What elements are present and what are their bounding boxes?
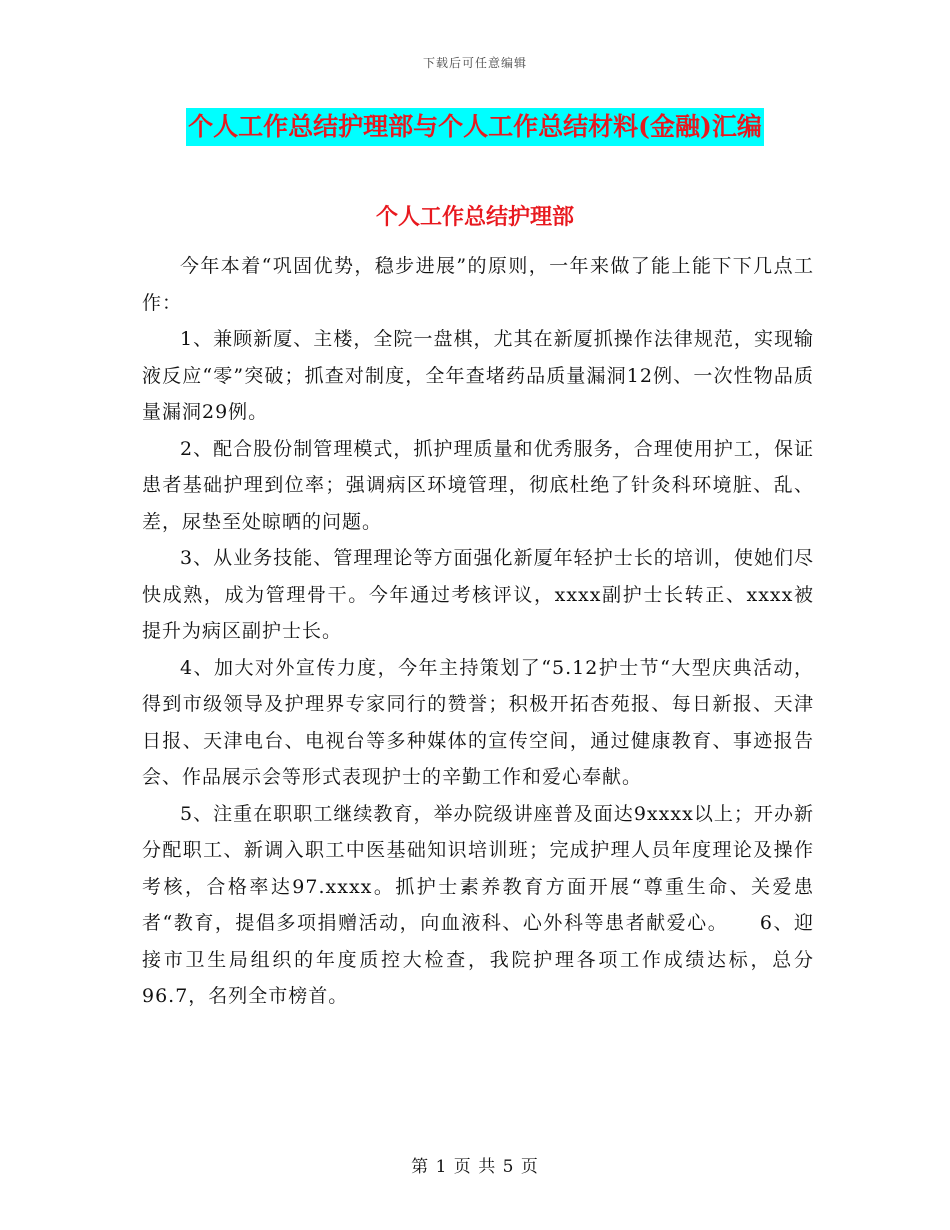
paragraph-item-1: 1、兼顾新厦、主楼，全院一盘棋，尤其在新厦抓操作法律规范，实现输液反应“零”突破；抓查对制度，全年查堵药品质量漏洞12例、一次性物品质量漏洞29例。	[142, 328, 814, 423]
paragraph-item-2: 2、配合股份制管理模式，抓护理质量和优秀服务，合理使用护工，保证患者基础护理到位率；强调病区环境管理，彻底杜绝了针灸科环境脏、乱、差，尿垫至处晾晒的问题。	[142, 437, 814, 533]
paragraph-intro: 今年本着“巩固优势，稳步进展”的原则，一年来做了能上能下下几点工作：	[142, 255, 814, 314]
document-title-container	[0, 108, 950, 146]
paragraph-item-5: 5、注重在职职工继续教育，举办院级讲座普及面达9xxxx以上；开办新分配职工、新调入职工中医基础知识培训班；完成护理人员年度理论及操作考核，合格率达97.xxxx。抓护士素养教育方面开展“尊重生命、关爱患者“教育，提倡多项捐赠活动，向血液科、心外科等患者献爱心。 6、迎接市卫生局组织的年度质控大检查，我院护理各项工作成绩达标，总分96.7，名列全市榜首。	[142, 802, 814, 1007]
paragraph-item-4: 4、加大对外宣传力度，今年主持策划了“5.12护士节“大型庆典活动，得到市级领导及护理界专家同行的赞誉；积极开拓杏苑报、每日新报、天津日报、天津电台、电视台等多种媒体的宣传空间，通过健康教育、事迹报告会、作品展示会等形式表现护士的辛勤工作和爱心奉献。	[142, 656, 814, 788]
section-title: 个人工作总结护理部	[375, 204, 574, 230]
document-body	[142, 248, 814, 1015]
page-header: 下载后可任意编辑	[422, 56, 527, 70]
paragraph-item-3: 3、从业务技能、管理理论等方面强化新厦年轻护士长的培训，使她们尽快成熟，成为管理骨干。今年通过考核评议，xxxx副护士长转正、xxxx被提升为病区副护士长。	[142, 547, 814, 642]
page-number-footer: 第 1 页 共 5 页	[411, 1157, 539, 1177]
document-title: 个人工作总结护理部与个人工作总结材料(金融)汇编	[186, 108, 764, 146]
